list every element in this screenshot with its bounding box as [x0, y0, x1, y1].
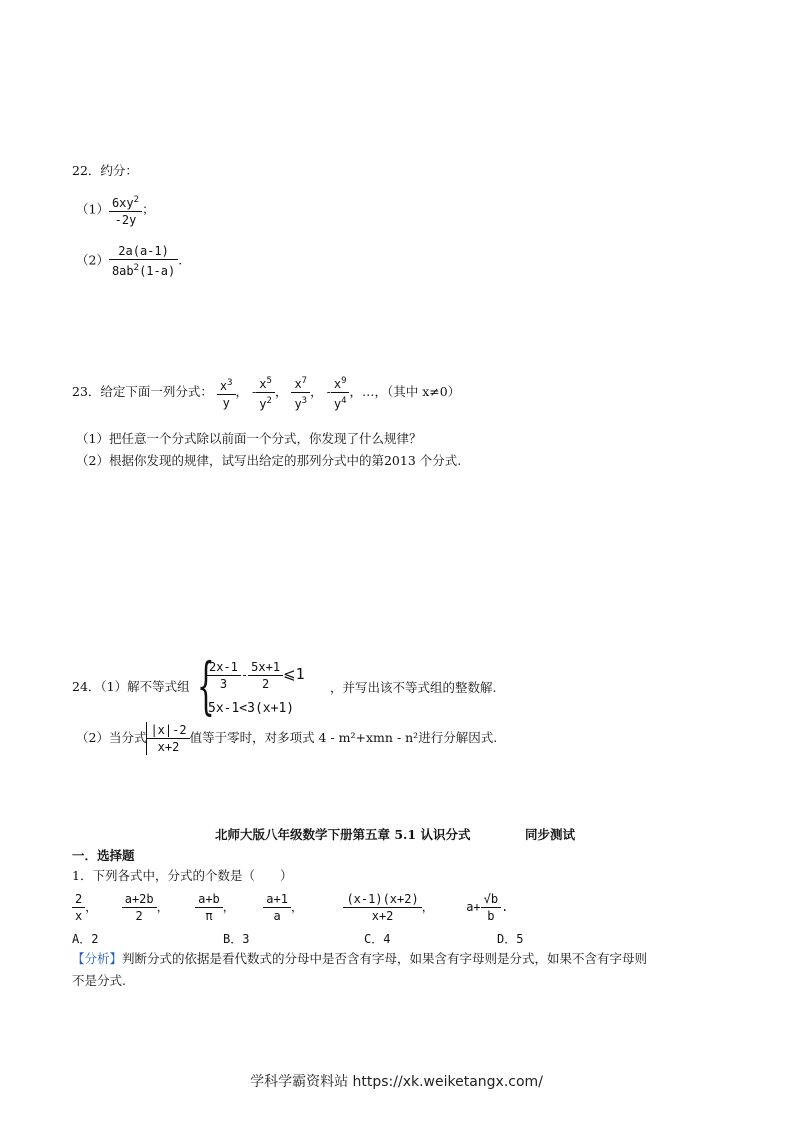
expression-4-num: a+1: [263, 891, 291, 908]
expression-1-num: 2: [72, 891, 85, 908]
section-title-sync: 同步测试: [525, 827, 576, 842]
q23-fraction-4-num: $x^9$: [331, 373, 350, 393]
q23-fraction-3-den: $y^3$: [294, 396, 308, 411]
q22-part1-label: （1）: [76, 201, 109, 217]
q23-fraction-1-den: y: [222, 395, 230, 410]
expression-6: [481, 891, 501, 924]
expression-2: [122, 891, 157, 924]
q24-suffix: ，并写出该不等式组的整数解.: [330, 680, 497, 695]
q22-part1: [76, 192, 155, 228]
q23-fraction-4: [331, 373, 350, 412]
q24-row1-fraction-2: [248, 659, 283, 692]
expression-1-sep: ，: [85, 900, 98, 914]
q24-part2-den: x+2: [157, 740, 180, 754]
expression-2-sep: ，: [156, 900, 169, 914]
expression-4-sep: ，: [290, 900, 303, 914]
q23-sequence: [72, 373, 460, 412]
expression-4-den: a: [273, 909, 281, 923]
q23-sign-4: -: [326, 384, 331, 399]
expression-1: [72, 891, 85, 924]
q23-fraction-3: [291, 373, 310, 412]
q23-fraction-2-den: $y^2$: [259, 396, 272, 411]
expression-3-num: a+b: [195, 891, 223, 908]
analysis-tag: 【分析】: [72, 951, 123, 966]
q23-comma-2: ，: [274, 384, 288, 399]
q24-row1-f2-den: 2: [261, 677, 270, 691]
q22-part1-end: ；: [142, 201, 155, 217]
option-c: C．4: [364, 932, 391, 946]
q24-part2-fraction: [146, 722, 189, 755]
q24-row1-f2-num: 5x+1: [248, 659, 283, 676]
expression-row: [72, 891, 522, 924]
q24-row2: 5x-1<3(x+1): [208, 701, 295, 716]
section-title: 北师大版八年级数学下册第五章 5.1 认识分式: [215, 827, 471, 842]
expression-1-den: x: [75, 909, 83, 923]
q24-part2-num: |x|-2: [147, 722, 189, 739]
q22-part2-end: .: [178, 252, 183, 268]
q23-sub1: （1）把任意一个分式除以前面一个分式，你发现了什么规律？: [76, 431, 422, 446]
system-brace: {: [197, 649, 215, 722]
expression-6-end: .: [501, 900, 509, 914]
q24-part2-prefix: （2）当分式: [76, 730, 147, 745]
expression-2-num: a+2b: [122, 891, 157, 908]
q22-title: 22．约分：: [72, 163, 138, 178]
option-a: A．2: [72, 932, 99, 946]
q22-part1-numerator: $6xy^2$: [109, 192, 142, 212]
q23-sign-2: -: [252, 384, 257, 399]
expression-5-num: (x-1)(x+2): [343, 891, 421, 908]
q24-part2: [76, 722, 497, 755]
expression-6-num: √b: [481, 891, 501, 908]
q24-row1-f1-den: 3: [219, 677, 228, 691]
question-1: 1．下列各式中，分式的个数是（ ）: [72, 868, 293, 883]
q23-prefix: 23．给定下面一列分式：: [72, 384, 213, 399]
q23-suffix: ，…，（其中 x≠0）: [349, 384, 461, 399]
q24-row1-f1-num: 2x-1: [206, 659, 241, 676]
expression-6-prefix: a+: [466, 900, 481, 914]
q23-fraction-1-num: $x^3$: [217, 375, 236, 395]
analysis-line-2: 不是分式.: [72, 973, 126, 988]
q22-part2: [76, 243, 182, 279]
q22-part1-denominator: -2y: [114, 213, 137, 227]
q24-row1: [206, 659, 305, 692]
section-heading: 一．选择题: [72, 848, 135, 863]
q22-part2-numerator: 2a(a-1): [109, 243, 178, 260]
q23-fraction-2: [256, 373, 275, 412]
option-d: D．5: [497, 932, 524, 946]
expression-5: [343, 891, 421, 924]
expression-5-den: x+2: [371, 909, 394, 923]
q22-part1-fraction: [109, 192, 142, 228]
expression-5-sep: ，: [421, 900, 434, 914]
expression-4: [263, 891, 291, 924]
q24-row1-fraction-1: [206, 659, 241, 692]
q22-part2-denominator: $8ab^2(1-a)$: [111, 263, 176, 278]
q22-part2-label: （2）: [76, 252, 109, 268]
expression-6-den: b: [487, 909, 495, 923]
q23-fraction-1: [217, 375, 236, 411]
q23-fraction-4-den: $y^4$: [333, 396, 347, 411]
q24-prefix: 24．（1）解不等式组: [72, 679, 190, 694]
expression-3-sep: ，: [222, 900, 235, 914]
q23-fraction-2-num: $x^5$: [256, 373, 275, 393]
footer-watermark: 学科学霸资料站 https://xk.weiketangx.com/: [250, 1074, 543, 1090]
expression-2-den: 2: [135, 909, 143, 923]
q22-part2-fraction: [109, 243, 178, 279]
option-b: B．3: [223, 932, 250, 946]
analysis-text: 判断分式的依据是看代数式的分母中是否含有字母，如果含有字母则是分式，如果不含有字母则: [122, 951, 648, 966]
q24-row1-minus: -: [240, 668, 249, 682]
q23-comma-1: ，: [235, 384, 249, 399]
q24-row1-relation: ⩽1: [283, 665, 305, 683]
expression-3: [195, 891, 223, 924]
q23-comma-3: ，: [310, 384, 323, 399]
q23-sub2: （2）根据你发现的规律，试写出给定的那列分式中的第2013 个分式.: [76, 453, 462, 468]
analysis-line-1: [72, 951, 647, 967]
q23-fraction-3-num: $x^7$: [291, 373, 310, 393]
q24-part2-suffix: 值等于零时，对多项式 4 - m²+xmn - n²进行分解因式.: [189, 730, 498, 745]
expression-3-den: π: [205, 909, 213, 923]
